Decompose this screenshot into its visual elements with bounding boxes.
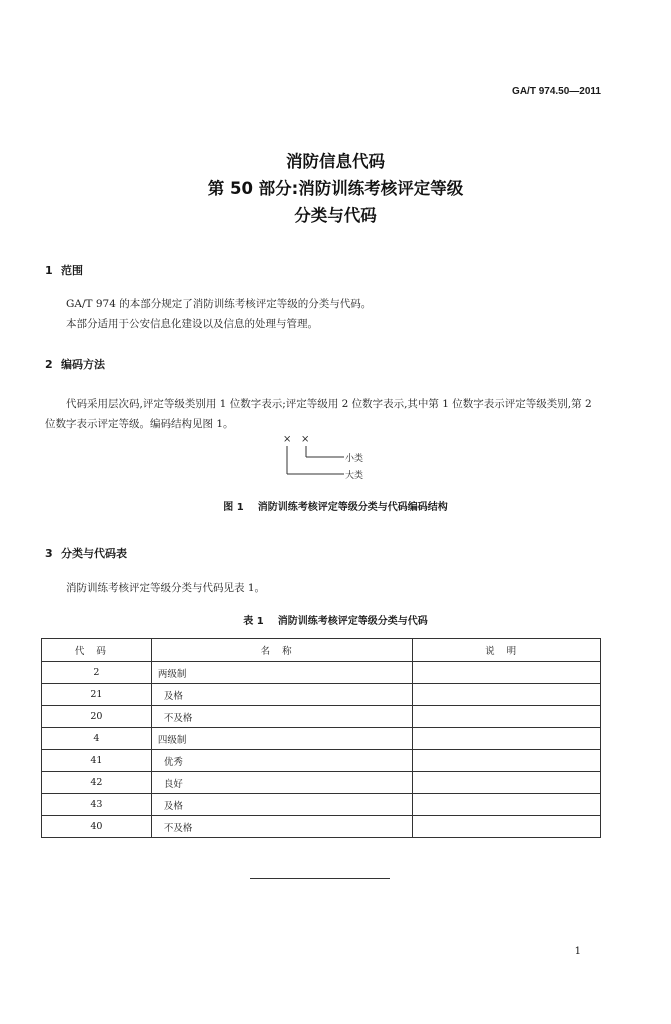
table-header-row	[42, 639, 601, 662]
cell-name: 四级制	[151, 728, 413, 750]
code-digit-2-mark: ×	[301, 434, 310, 445]
table-row	[42, 684, 601, 706]
cell-note	[413, 772, 601, 794]
header-name: 名称	[151, 639, 413, 662]
table-label: 表 1	[243, 616, 264, 627]
section-1-para-2: 本部分适用于公安信息化建设以及信息的处理与管理。	[66, 318, 318, 330]
cell-name: 良好	[151, 772, 413, 794]
cell-note	[413, 662, 601, 684]
cell-note	[413, 750, 601, 772]
section-title: 范围	[61, 264, 83, 277]
page-number: 1	[574, 946, 581, 957]
cell-code: 4	[42, 728, 152, 750]
table-row	[42, 706, 601, 728]
cell-note	[413, 794, 601, 816]
section-title: 编码方法	[61, 358, 105, 371]
cell-name: 优秀	[151, 750, 413, 772]
cell-code: 40	[42, 816, 152, 838]
cell-code: 41	[42, 750, 152, 772]
figure-label: 图 1	[223, 502, 244, 513]
minor-category-label: 小类	[345, 454, 364, 464]
table-row	[42, 794, 601, 816]
table-row	[42, 728, 601, 750]
standard-number: GA/T 974.50—2011	[512, 86, 601, 97]
figure-caption	[0, 498, 671, 513]
section-2-para-1: 代码采用层次码,评定等级类别用 1 位数字表示;评定等级用 2 位数字表示,其中第 1 位数字表示评定等级类别,第 2 位数字表示评定等级。编码结构见图 1。	[45, 398, 592, 430]
cell-code: 21	[42, 684, 152, 706]
section-2-heading	[45, 356, 105, 372]
end-of-document-rule	[250, 878, 390, 879]
cell-code: 42	[42, 772, 152, 794]
cell-code: 20	[42, 706, 152, 728]
table-caption-text: 消防训练考核评定等级分类与代码	[277, 616, 428, 627]
section-1-heading	[45, 262, 83, 278]
table-caption	[0, 612, 671, 627]
section-number: 2	[45, 358, 53, 371]
section-3-heading	[45, 545, 127, 561]
title-line-3: 分类与代码	[294, 206, 377, 225]
section-number: 3	[45, 547, 53, 560]
cell-name: 不及格	[151, 816, 413, 838]
table-row	[42, 772, 601, 794]
cell-name: 不及格	[151, 706, 413, 728]
major-category-label: 大类	[345, 471, 364, 481]
code-digit-1-mark: ×	[283, 434, 292, 445]
cell-name: 及格	[151, 794, 413, 816]
table-row	[42, 750, 601, 772]
cell-name: 两级制	[151, 662, 413, 684]
cell-note	[413, 816, 601, 838]
title-line-2: 第 50 部分:消防训练考核评定等级	[207, 179, 464, 198]
section-1-para-1: GA/T 974 的本部分规定了消防训练考核评定等级的分类与代码。	[66, 298, 372, 310]
code-table	[41, 638, 601, 838]
cell-code: 2	[42, 662, 152, 684]
cell-code: 43	[42, 794, 152, 816]
cell-note	[413, 728, 601, 750]
section-title: 分类与代码表	[61, 547, 127, 560]
table-row	[42, 662, 601, 684]
section-number: 1	[45, 264, 53, 277]
header-note: 说明	[413, 639, 601, 662]
figure-caption-text: 消防训练考核评定等级分类与代码编码结构	[257, 502, 448, 513]
table-row	[42, 816, 601, 838]
cell-note	[413, 684, 601, 706]
title-line-1: 消防信息代码	[286, 152, 385, 171]
cell-note	[413, 706, 601, 728]
header-code: 代码	[42, 639, 152, 662]
section-3-para-1: 消防训练考核评定等级分类与代码见表 1。	[66, 582, 266, 594]
cell-name: 及格	[151, 684, 413, 706]
